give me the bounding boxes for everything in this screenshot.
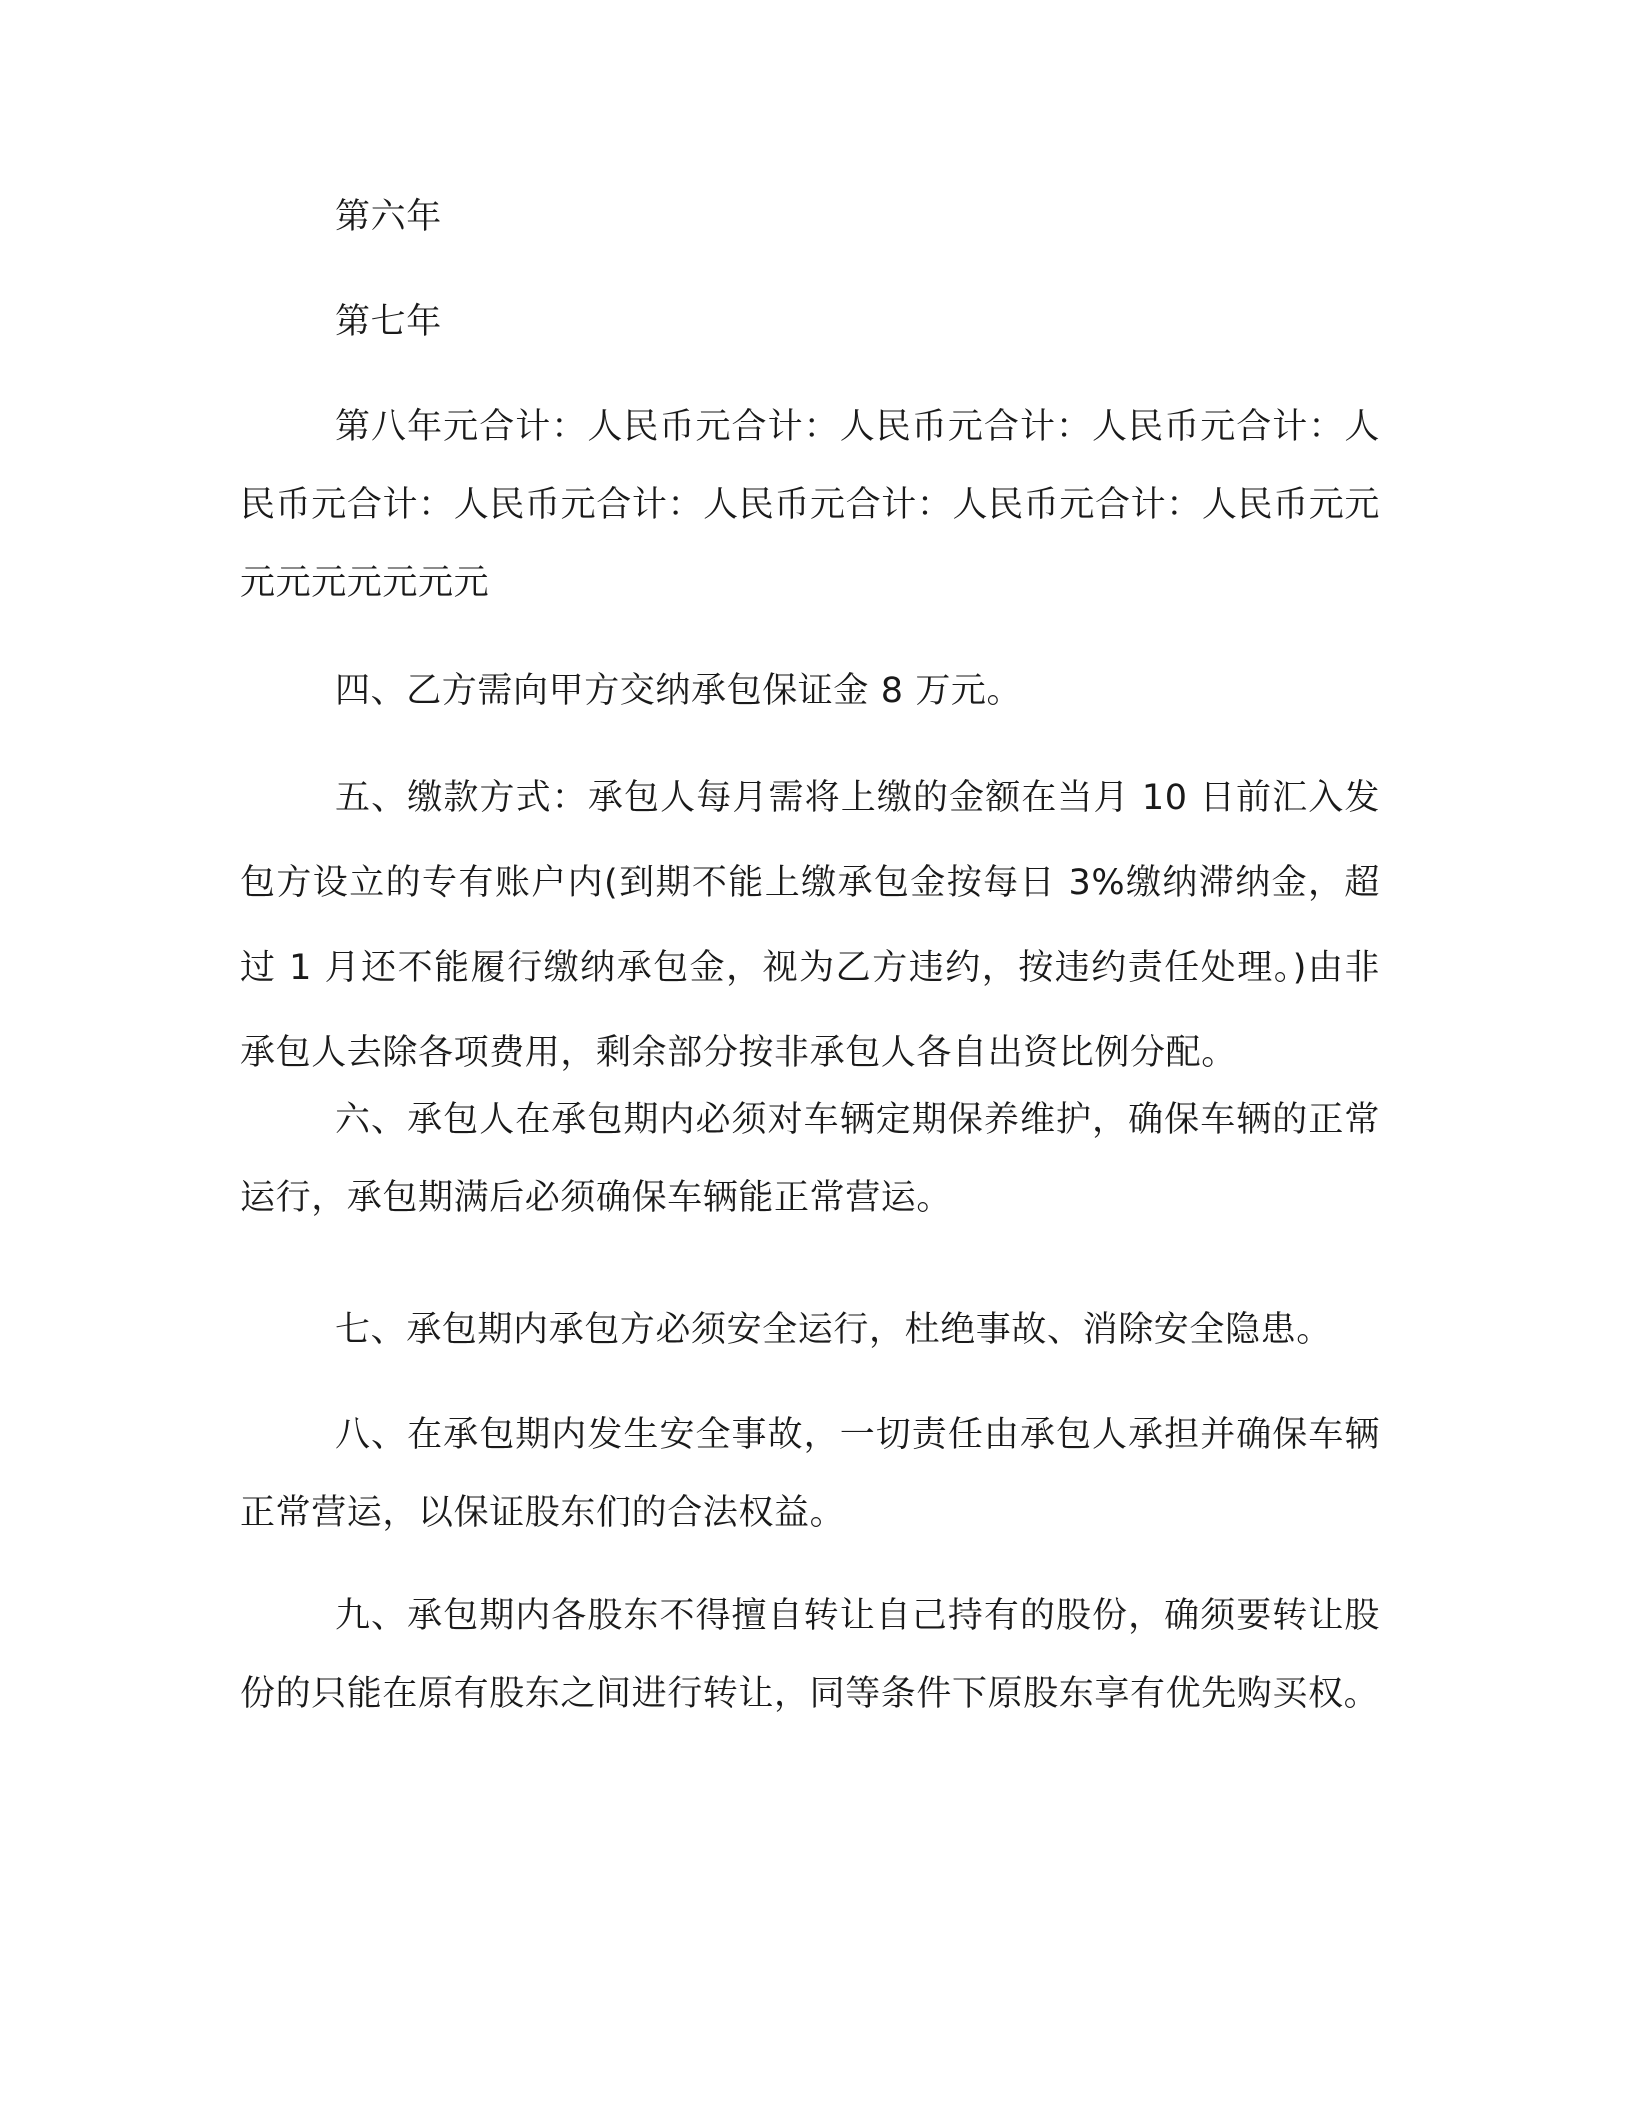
paragraph-clause-seven: 七、承包期内承包方必须安全运行，杜绝事故、消除安全隐患。 (335, 1310, 1332, 1350)
paragraph-clause-eight: 八、在承包期内发生安全事故，一切责任由承包人承担并确保车辆正常营运，以保证股东们的合法权益。 (240, 1415, 1380, 1533)
paragraph-clause-nine: 九、承包期内各股东不得擅自转让自己持有的股份，确须要转让股份的只能在原有股东之间进行转让，同等条件下原股东享有优先购买权。 (240, 1596, 1380, 1714)
paragraph-year-eight-totals: 第八年元合计：人民币元合计：人民币元合计：人民币元合计：人民币元合计：人民币元合计：人民币元合计：人民币元合计：人民币元元元元元元元元元 (240, 407, 1380, 603)
paragraph-clause-six: 六、承包人在承包期内必须对车辆定期保养维护，确保车辆的正常运行，承包期满后必须确保车辆能正常营运。 (240, 1100, 1380, 1218)
paragraph-clause-four: 四、乙方需向甲方交纳承包保证金 8 万元。 (335, 671, 1023, 711)
paragraph-year-six: 第六年 (335, 197, 442, 237)
paragraph-clause-five: 五、缴款方式：承包人每月需将上缴的金额在当月 10 日前汇入发包方设立的专有账户内(到期不能上缴承包金按每日 3%缴纳滞纳金，超过 1 月还不能履行缴纳承包金，视为乙方违约，按违约责任处理。)由非承包人去除各项费用，剩余部分按非承包人各自出资比例分配。 (240, 778, 1380, 1073)
paragraph-year-seven: 第七年 (335, 302, 442, 342)
